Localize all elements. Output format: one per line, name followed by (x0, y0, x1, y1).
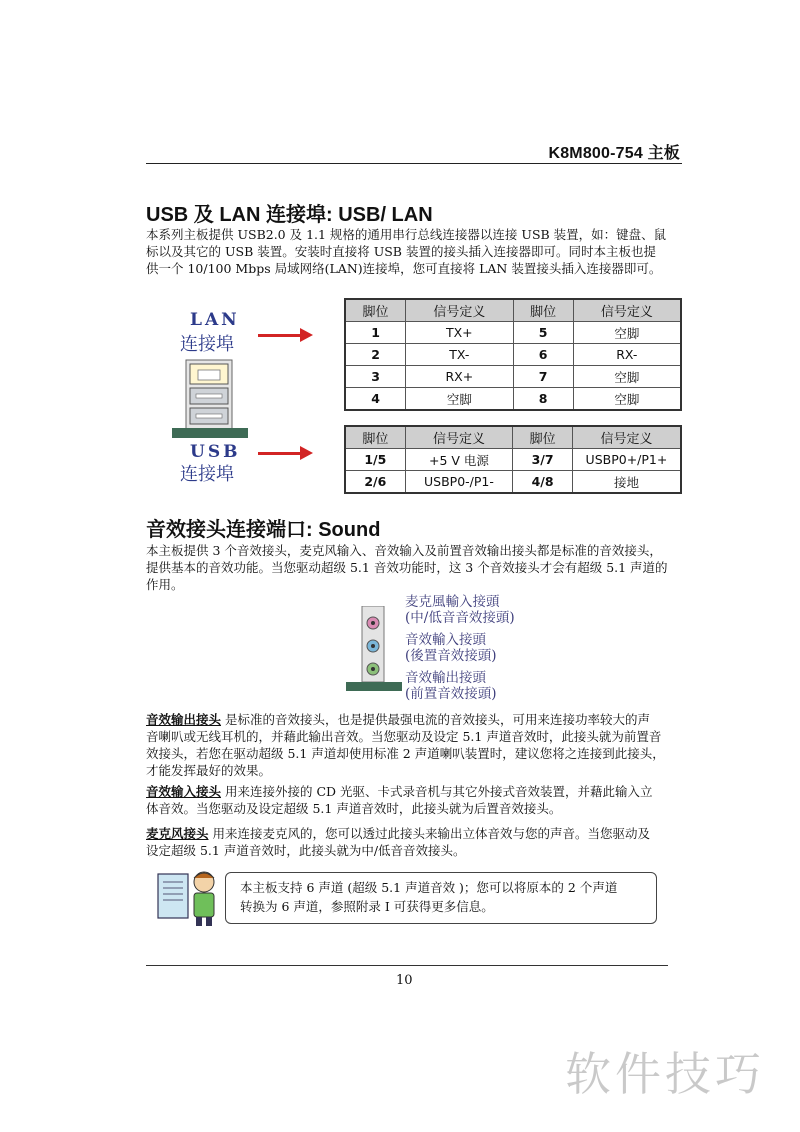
audio-output-line: 才能发挥最好的效果。 (146, 763, 272, 778)
pin-cell: 1/5 (345, 449, 405, 471)
audio-output-term: 音效输出接头 (146, 712, 222, 727)
note-text (240, 878, 650, 916)
audio-output-description (146, 711, 682, 779)
mic-jack-label (405, 594, 515, 626)
page-header-title: K8M800-754 主板 (548, 145, 680, 162)
lan-label-cn: 连接埠 (180, 334, 234, 355)
signal-cell: RX+ (406, 366, 513, 388)
lan-label-en: LAN (190, 310, 240, 330)
table-header-cell: 脚位 (513, 299, 573, 322)
usb-lan-para-line: 标以及其它的 USB 装置。安装时直接将 USB 装置的接头插入连接器即可。同时本主板也提 (146, 244, 656, 259)
pin-cell: 4 (345, 388, 406, 411)
sound-paragraph (146, 542, 682, 593)
table-row (345, 388, 681, 411)
mic-line: 设定超级 5.1 声道音效时，此接头就为中/低音音效接头。 (146, 843, 466, 858)
signal-cell: 空脚 (573, 366, 681, 388)
signal-cell: 接地 (572, 471, 681, 494)
sound-para-line: 作用。 (146, 577, 184, 592)
table-header-cell: 脚位 (345, 426, 405, 449)
audio-input-line: 用来连接外接的 CD 光驱、卡式录音机与其它外接式音效装置，并藉此输入立 (221, 784, 653, 799)
signal-cell: USBP0-/P1- (405, 471, 513, 494)
audio-output-line: 效接头，若您在驱动超级 5.1 声道却使用标准 2 声道喇叭装置时，建议您将之连接到此接头， (146, 746, 665, 761)
pin-cell: 2/6 (345, 471, 405, 494)
mic-description (146, 825, 682, 859)
audio-input-line: 体音效。当您驱动及设定超级 5.1 声道音效时，此接头就为后置音效接头。 (146, 801, 562, 816)
signal-cell: USBP0+/P1+ (572, 449, 681, 471)
mic-term: 麦克风接头 (146, 826, 209, 841)
footer-rule (146, 965, 668, 966)
sound-para-line: 本主板提供 3 个音效接头，麦克风输入、音效输入及前置音效输出接头都是标准的音效接头， (146, 543, 662, 558)
mic-jack-sublabel: (中/低音音效接頭) (405, 610, 515, 626)
table-row (345, 344, 681, 366)
table-header-cell: 脚位 (513, 426, 573, 449)
pin-cell: 7 (513, 366, 573, 388)
line-in-jack-label (405, 632, 497, 664)
usb-lan-heading: USB 及 LAN 连接埠: USB/ LAN (146, 204, 433, 226)
pin-cell: 3/7 (513, 449, 573, 471)
signal-cell: +5 V 电源 (405, 449, 513, 471)
pin-cell: 6 (513, 344, 573, 366)
usb-arrow-head-icon (300, 446, 313, 460)
usb-pin-table (344, 425, 682, 494)
watermark-text: 软件技巧 (565, 1047, 765, 1101)
note-line: 转换为 6 声道，参照附录 I 可获得更多信息。 (240, 899, 494, 914)
table-header-cell: 信号定义 (573, 299, 681, 322)
sound-para-line: 提供基本的音效功能。当您驱动超级 5.1 音效功能时，这 3 个音效接头才会有超级 5.1 声道的 (146, 560, 668, 575)
signal-cell: 空脚 (406, 388, 513, 411)
lan-arrow-line (258, 334, 302, 337)
usb-lan-paragraph (146, 226, 682, 277)
pin-cell: 8 (513, 388, 573, 411)
usb-arrow-line (258, 452, 302, 455)
audio-output-line: 音喇叭或无线耳机的，并藉此输出音效。当您驱动及设定 5.1 声道音效时，此接头就为前置音 (146, 729, 662, 744)
usb-lan-para-line: 供一个 10/100 Mbps 局域网络(LAN)连接埠，您可直接将 LAN 装置接头插入连接器即可。 (146, 261, 662, 276)
signal-cell: TX- (406, 344, 513, 366)
usb-lan-para-line: 本系列主板提供 USB2.0 及 1.1 规格的通用串行总线连接器以连接 USB 装置，如：键盘、鼠 (146, 227, 667, 242)
pin-cell: 2 (345, 344, 406, 366)
table-row (345, 322, 681, 344)
audio-input-description (146, 783, 682, 817)
reading-person-icon (156, 866, 224, 928)
audio-jacks-illustration (346, 606, 402, 692)
signal-cell: RX- (573, 344, 681, 366)
line-out-jack-label (405, 670, 497, 702)
table-header-cell: 信号定义 (572, 426, 681, 449)
note-line: 本主板支持 6 声道 (超级 5.1 声道音效 )；您可以将原本的 2 个声道 (240, 880, 618, 895)
audio-input-term: 音效输入接头 (146, 784, 222, 799)
table-header-row (345, 299, 681, 322)
pin-cell: 3 (345, 366, 406, 388)
mic-line: 用来连接麦克风的，您可以透过此接头来输出立体音效与您的声音。当您驱动及 (208, 826, 650, 841)
table-row (345, 449, 681, 471)
line-in-jack-label-line: 音效輸入接頭 (405, 632, 486, 648)
mic-jack-label-line: 麦克風輸入接頭 (405, 594, 500, 610)
signal-cell: TX+ (406, 322, 513, 344)
lan-arrow-head-icon (300, 328, 313, 342)
line-out-jack-label-line: 音效輸出接頭 (405, 670, 486, 686)
table-header-cell: 信号定义 (405, 426, 513, 449)
audio-output-line: 是标准的音效接头，也是提供最强电流的音效接头，可用来连接功率较大的声 (221, 712, 650, 727)
pin-cell: 5 (513, 322, 573, 344)
lan-pin-table (344, 298, 682, 411)
signal-cell: 空脚 (573, 322, 681, 344)
pin-cell: 1 (345, 322, 406, 344)
table-row (345, 366, 681, 388)
line-in-jack-sublabel: (後置音效接頭) (405, 648, 497, 664)
line-out-jack-sublabel: (前置音效接頭) (405, 686, 497, 702)
signal-cell: 空脚 (573, 388, 681, 411)
lan-usb-port-illustration (172, 358, 248, 440)
usb-label-cn: 连接埠 (180, 464, 234, 485)
table-header-cell: 脚位 (345, 299, 406, 322)
pin-cell: 4/8 (513, 471, 573, 494)
usb-label-en: USB (190, 442, 241, 462)
page-number: 10 (396, 973, 413, 988)
table-header-cell: 信号定义 (406, 299, 513, 322)
header-rule (146, 163, 682, 164)
table-row (345, 471, 681, 494)
table-header-row (345, 426, 681, 449)
sound-heading: 音效接头连接端口: Sound (146, 519, 381, 541)
